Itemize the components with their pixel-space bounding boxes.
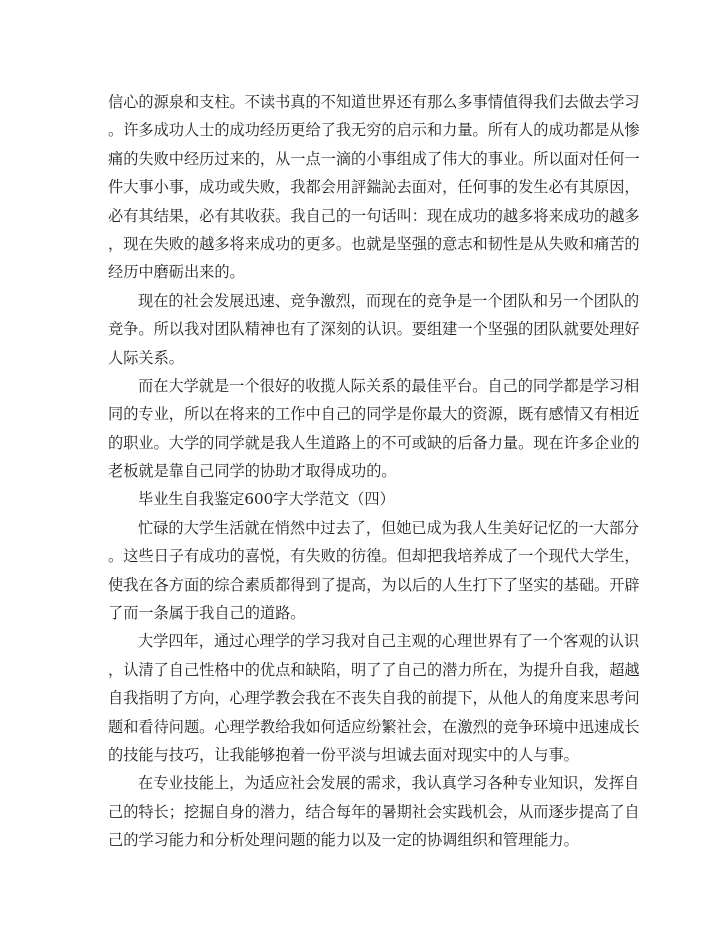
text-line: 在专业技能上，为适应社会发展的需求，我认真学习各种专业知识，发挥自 [138, 774, 640, 793]
text-line: 。许多成功人士的成功经历更给了我无穷的启示和力量。所有人的成功都是从惨 [108, 121, 640, 140]
text-line: 题和看待问题。心理学教给我如何适应纷繁社会，在激烈的竞争环境中迅速成长 [108, 717, 640, 736]
text-line: 了而一条属于我自己的道路。 [108, 604, 306, 623]
text-line: 竞争。所以我对团队精神也有了深刻的认识。要组建一个坚强的团队就要处理好 [108, 320, 640, 339]
text-line: 同的专业，所以在将来的工作中自己的同学是你最大的资源，既有感情又有相近 [108, 405, 640, 424]
text-line: 己的特长；挖掘自身的潜力，结合每年的暑期社会实践机会，从而逐步提高了自 [108, 802, 640, 821]
section-heading [108, 485, 618, 513]
text-line: ，认清了自己性格中的优点和缺陷，明了了自己的潜力所在，为提升自我，超越 [108, 660, 640, 679]
text-line: 使我在各方面的综合素质都得到了提高，为以后的人生打下了坚实的基础。开辟 [108, 575, 640, 594]
text-line: ，现在失败的越多将来成功的更多。也就是坚强的意志和韧性是从失败和痛苦的 [108, 234, 640, 253]
text-line: 自我指明了方向，心理学教会我在不丧失自我的前提下，从他人的角度来思考问 [108, 689, 640, 708]
text-line: 现在的社会发展迅速、竞争激烈，而现在的竞争是一个团队和另一个团队的 [138, 291, 640, 310]
text-line: 经历中磨砺出来的。 [108, 263, 245, 282]
text-line: 信心的源泉和支柱。不读书真的不知道世界还有那么多事情值得我们去做去学习 [108, 93, 640, 111]
text-line: 老板就是靠自己同学的协助才取得成功的。 [108, 462, 397, 481]
paragraph [108, 287, 640, 372]
text-line: 必有其结果，必有其收获。我自己的一句话叫：现在成功的越多将来成功的越多 [108, 206, 640, 225]
document-page [108, 88, 640, 855]
paragraph [108, 88, 640, 287]
paragraph [108, 627, 640, 769]
paragraph [108, 769, 640, 854]
text-line: 忙碌的大学生活就在悄然中过去了，但她已成为我人生美好记忆的一大部分 [138, 518, 640, 537]
text-line: 人际关系。 [108, 348, 184, 367]
text-line: 痛的失败中经历过来的，从一点一滴的小事组成了伟大的事业。所以面对任何一 [108, 149, 640, 168]
text-line: 大学四年，通过心理学的学习我对自己主观的心理世界有了一个客观的认识 [138, 632, 640, 651]
text-line: 己的学习能力和分析处理问题的能力以及一定的协调组织和管理能力。 [108, 831, 579, 850]
text-line: 件大事小事，成功或失败，我都会用評鍴訫去面对，任何事的发生必有其原因， [108, 178, 640, 197]
text-line: 的职业。大学的同学就是我人生道路上的不可或缺的后备力量。现在许多企业的 [108, 433, 640, 452]
text-line: 而在大学就是一个很好的收揽人际关系的最佳平台。自己的同学都是学习相 [138, 376, 640, 395]
paragraph [108, 514, 640, 628]
text-line: 。这些日子有成功的喜悦，有失败的彷徨。但却把我培养成了一个现代大学生， [108, 547, 640, 566]
heading-line: 毕业生自我鉴定600字大学范文（四） [138, 490, 395, 509]
paragraph [108, 372, 640, 486]
text-line: 的技能与技巧，让我能够抱着一份平淡与坦诚去面对现实中的人与事。 [108, 745, 579, 764]
